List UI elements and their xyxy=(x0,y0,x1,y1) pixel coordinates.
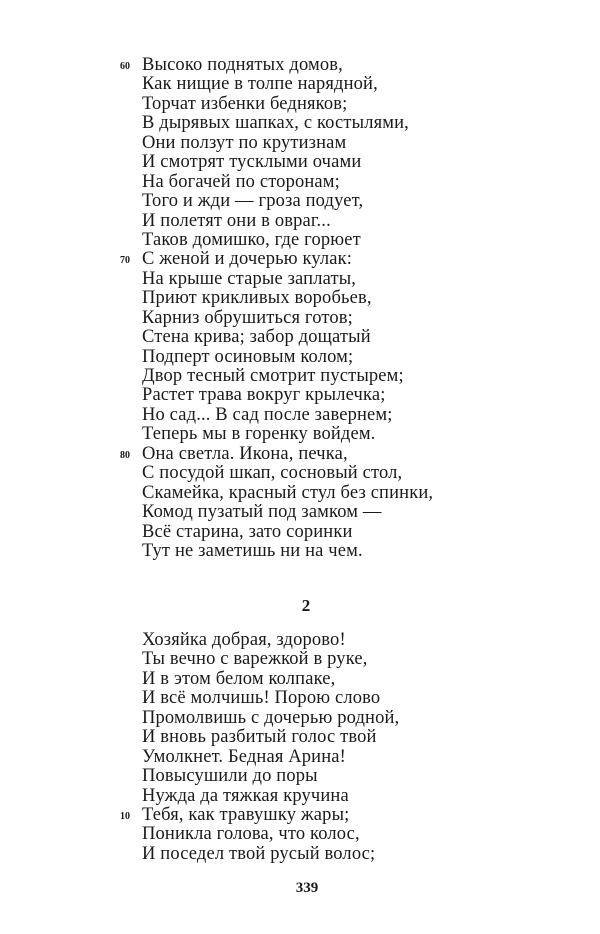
poem-line xyxy=(142,231,433,250)
line-text: Тут не заметишь ни на чем. xyxy=(142,540,363,561)
poem-line xyxy=(120,55,433,75)
line-text: В дырявых шапках, с костылями, xyxy=(142,113,409,134)
poem-stanza-1 xyxy=(120,55,434,561)
poem-line xyxy=(142,728,399,747)
poem-line xyxy=(142,192,433,211)
poem-line xyxy=(142,631,399,650)
line-number: 80 xyxy=(120,449,130,461)
section-number: 2 xyxy=(301,596,311,615)
poem-line xyxy=(142,767,399,786)
poem-line xyxy=(142,503,433,522)
poem-line xyxy=(142,425,433,444)
line-text: Нужда да тяжкая кручина xyxy=(142,785,349,806)
poem-line xyxy=(142,845,399,864)
line-text: Комод пузатый под замком — xyxy=(142,502,382,523)
line-text: Промолвишь с дочерью родной, xyxy=(142,707,400,728)
line-text: Таков домишко, где горюет xyxy=(142,229,361,250)
poem-line xyxy=(142,825,399,844)
poem-line xyxy=(142,153,433,172)
poem-line xyxy=(142,670,399,689)
poem-line xyxy=(142,542,433,561)
line-text: Торчат избенки бедняков; xyxy=(142,93,348,114)
line-text: Приют крикливых воробьев, xyxy=(142,288,372,309)
poem-line xyxy=(142,406,433,425)
line-text: Повысушили до поры xyxy=(142,766,318,787)
poem-line xyxy=(142,328,433,347)
line-number: 10 xyxy=(120,810,130,822)
poem-line xyxy=(142,367,433,386)
poem-line xyxy=(142,650,399,669)
poem-line xyxy=(142,464,433,483)
poem-line xyxy=(142,173,433,192)
line-text: На крыше старые заплаты, xyxy=(142,268,357,289)
poem-line xyxy=(142,134,433,153)
line-number: 70 xyxy=(120,255,130,267)
page-number: 339 xyxy=(295,880,319,896)
poem-line xyxy=(142,484,433,503)
line-text: Хозяйка добрая, здорово! xyxy=(142,630,346,650)
line-text: С женой и дочерью кулак: xyxy=(142,249,353,270)
line-text: И всё молчишь! Порою слово xyxy=(142,688,381,709)
line-text: Растет трава вокруг крылечка; xyxy=(142,385,386,406)
poem-line xyxy=(142,787,399,806)
line-text: Теперь мы в горенку войдем. xyxy=(142,424,376,445)
line-text: Подперт осиновым колом; xyxy=(142,346,354,367)
line-text: Двор тесный смотрит пустырем; xyxy=(142,366,404,386)
line-text: Ты вечно с варежкой в руке, xyxy=(142,649,368,670)
line-text: И вновь разбитый голос твой xyxy=(142,727,377,748)
line-text: Но сад... В сад после завернем; xyxy=(142,404,393,425)
line-text: С посудой шкап, сосновый стол, xyxy=(142,463,403,484)
line-text: Как нищие в толпе нарядной, xyxy=(142,74,378,95)
poem-line xyxy=(142,95,433,114)
line-text: И в этом белом колпаке, xyxy=(142,668,336,689)
line-number: 60 xyxy=(120,61,130,72)
line-text: Тебя, как травушку жары; xyxy=(142,804,350,825)
poem-line xyxy=(142,289,433,308)
line-text: Всё старина, зато соринки xyxy=(142,521,353,542)
line-text: Они ползут по крутизнам xyxy=(142,132,347,153)
poem-line xyxy=(142,748,399,767)
line-text: И полетят они в овраг... xyxy=(142,210,331,231)
line-text: И смотрят тусклыми очами xyxy=(142,152,362,173)
line-text: И поседел твой русый волос; xyxy=(142,843,376,864)
poem-line xyxy=(142,386,433,405)
line-text: Поникла голова, что колос, xyxy=(142,824,360,845)
poem-line xyxy=(142,709,399,728)
poem-line xyxy=(142,309,433,328)
poem-line xyxy=(120,804,399,825)
line-text: Она светла. Икона, печка, xyxy=(142,443,348,464)
line-text: Высоко поднятых домов, xyxy=(142,55,343,75)
line-text: Стена крива; забор дощатый xyxy=(142,327,371,348)
poem-line xyxy=(142,212,433,231)
line-text: Карниз обрушиться готов; xyxy=(142,307,353,328)
line-text: Умолкнет. Бедная Арина! xyxy=(142,746,346,767)
line-text: На богачей по сторонам; xyxy=(142,171,340,192)
line-text: Того и жди — гроза подует, xyxy=(142,191,364,212)
poem-line xyxy=(142,348,433,367)
poem-line xyxy=(142,75,433,94)
poem-stanza-2 xyxy=(120,630,400,864)
poem-line xyxy=(142,270,433,289)
poem-line xyxy=(120,249,433,270)
poem-line xyxy=(142,523,433,542)
poem-line xyxy=(120,443,433,464)
poem-line xyxy=(142,689,399,708)
poem-line xyxy=(142,114,433,133)
line-text: Скамейка, красный стул без спинки, xyxy=(142,482,434,503)
